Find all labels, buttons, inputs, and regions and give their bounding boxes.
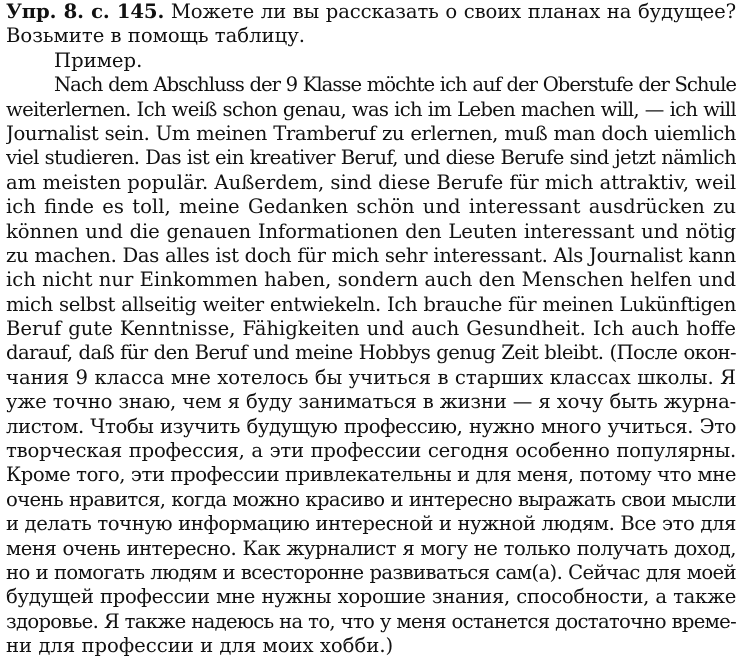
text-line: viel studieren. Das ist ein kreativer Beruf, und diese Berufe sind jetzt nämlich <box>6 146 736 170</box>
text-line: ich nicht nur Einkommen haben, sondern auch den Menschen helfen und <box>6 268 736 292</box>
text-line: weiterlernen. Ich weiß schon genau, was ich im Leben machen will, — ich will <box>6 97 736 121</box>
text-line-last: ни для профессии и для моих хобби.) <box>6 634 394 658</box>
text-line: будущей профессии мне нужны хорошие знания, способности, а также <box>6 585 736 609</box>
text-line: листом. Чтобы изучить будущую профессию, нужно много учиться. Это <box>6 414 736 438</box>
text-line: меня очень интересно. Как журналист я могу не только получать доход, <box>6 536 736 560</box>
task-header-line <box>6 0 736 24</box>
text-line: чания 9 класса мне хотелось бы учиться в старших классах школы. Я <box>6 365 736 389</box>
exercise-number: Упр. 8. с. 145. <box>6 0 165 23</box>
text-line: здоровье. Я также надеюсь на то, что у меня останется достаточно време- <box>6 609 736 633</box>
text-line: уже точно знаю, чем я буду заниматься в жизни — я хочу быть журна- <box>6 390 736 414</box>
text-line: и делать точную информацию интересной и нужной людям. Все это для <box>6 512 736 536</box>
text-line: Nach dem Abschluss der 9 Klasse möchte ich auf der Oberstufe der Schule <box>54 73 736 97</box>
text-line: ich finde es toll, meine Gedanken schön und interessant ausdrücken zu <box>6 195 736 219</box>
task-question-continued: Возьмите в помощь таблицу. <box>6 24 305 48</box>
task-question: Можете ли вы рассказать о своих планах на будущее? <box>170 0 736 23</box>
text-line: творческая профессия, а эти профессии сегодня особенно популярны. <box>6 439 736 463</box>
text-line: очень нравится, когда можно красиво и интересно выражать свои мысли <box>6 487 736 511</box>
text-line: können und die genauen Informationen den Leuten interessant und nötig <box>6 219 736 243</box>
text-line: am meisten populär. Außerdem, sind diese Berufe für mich attraktiv, weil <box>6 170 736 194</box>
text-line: но и помогать людям и всесторонне развиваться сам(а). Сейчас для моей <box>6 560 736 584</box>
text-line: Кроме того, эти профессии привлекательны и для меня, потому что мне <box>6 463 736 487</box>
text-line: Journalist sein. Um meinen Tramberuf zu erlernen, muß man doch uiemlich <box>6 121 736 145</box>
example-label: Пример. <box>54 48 143 72</box>
text-line: mich selbst allseitig weiter entwiekeln. Ich brauche für meinen Lukünftigen <box>6 292 736 316</box>
text-line: Beruf gute Kenntnisse, Fähigkeiten und auch Gesundheit. Ich auch hoffe <box>6 317 736 341</box>
text-line: zu machen. Das alles ist doch für mich sehr interessant. Als Journalist kann <box>6 243 736 267</box>
text-line: darauf, daß für den Beruf und meine Hobbys genug Zeit bleibt. (После окон- <box>6 341 736 365</box>
